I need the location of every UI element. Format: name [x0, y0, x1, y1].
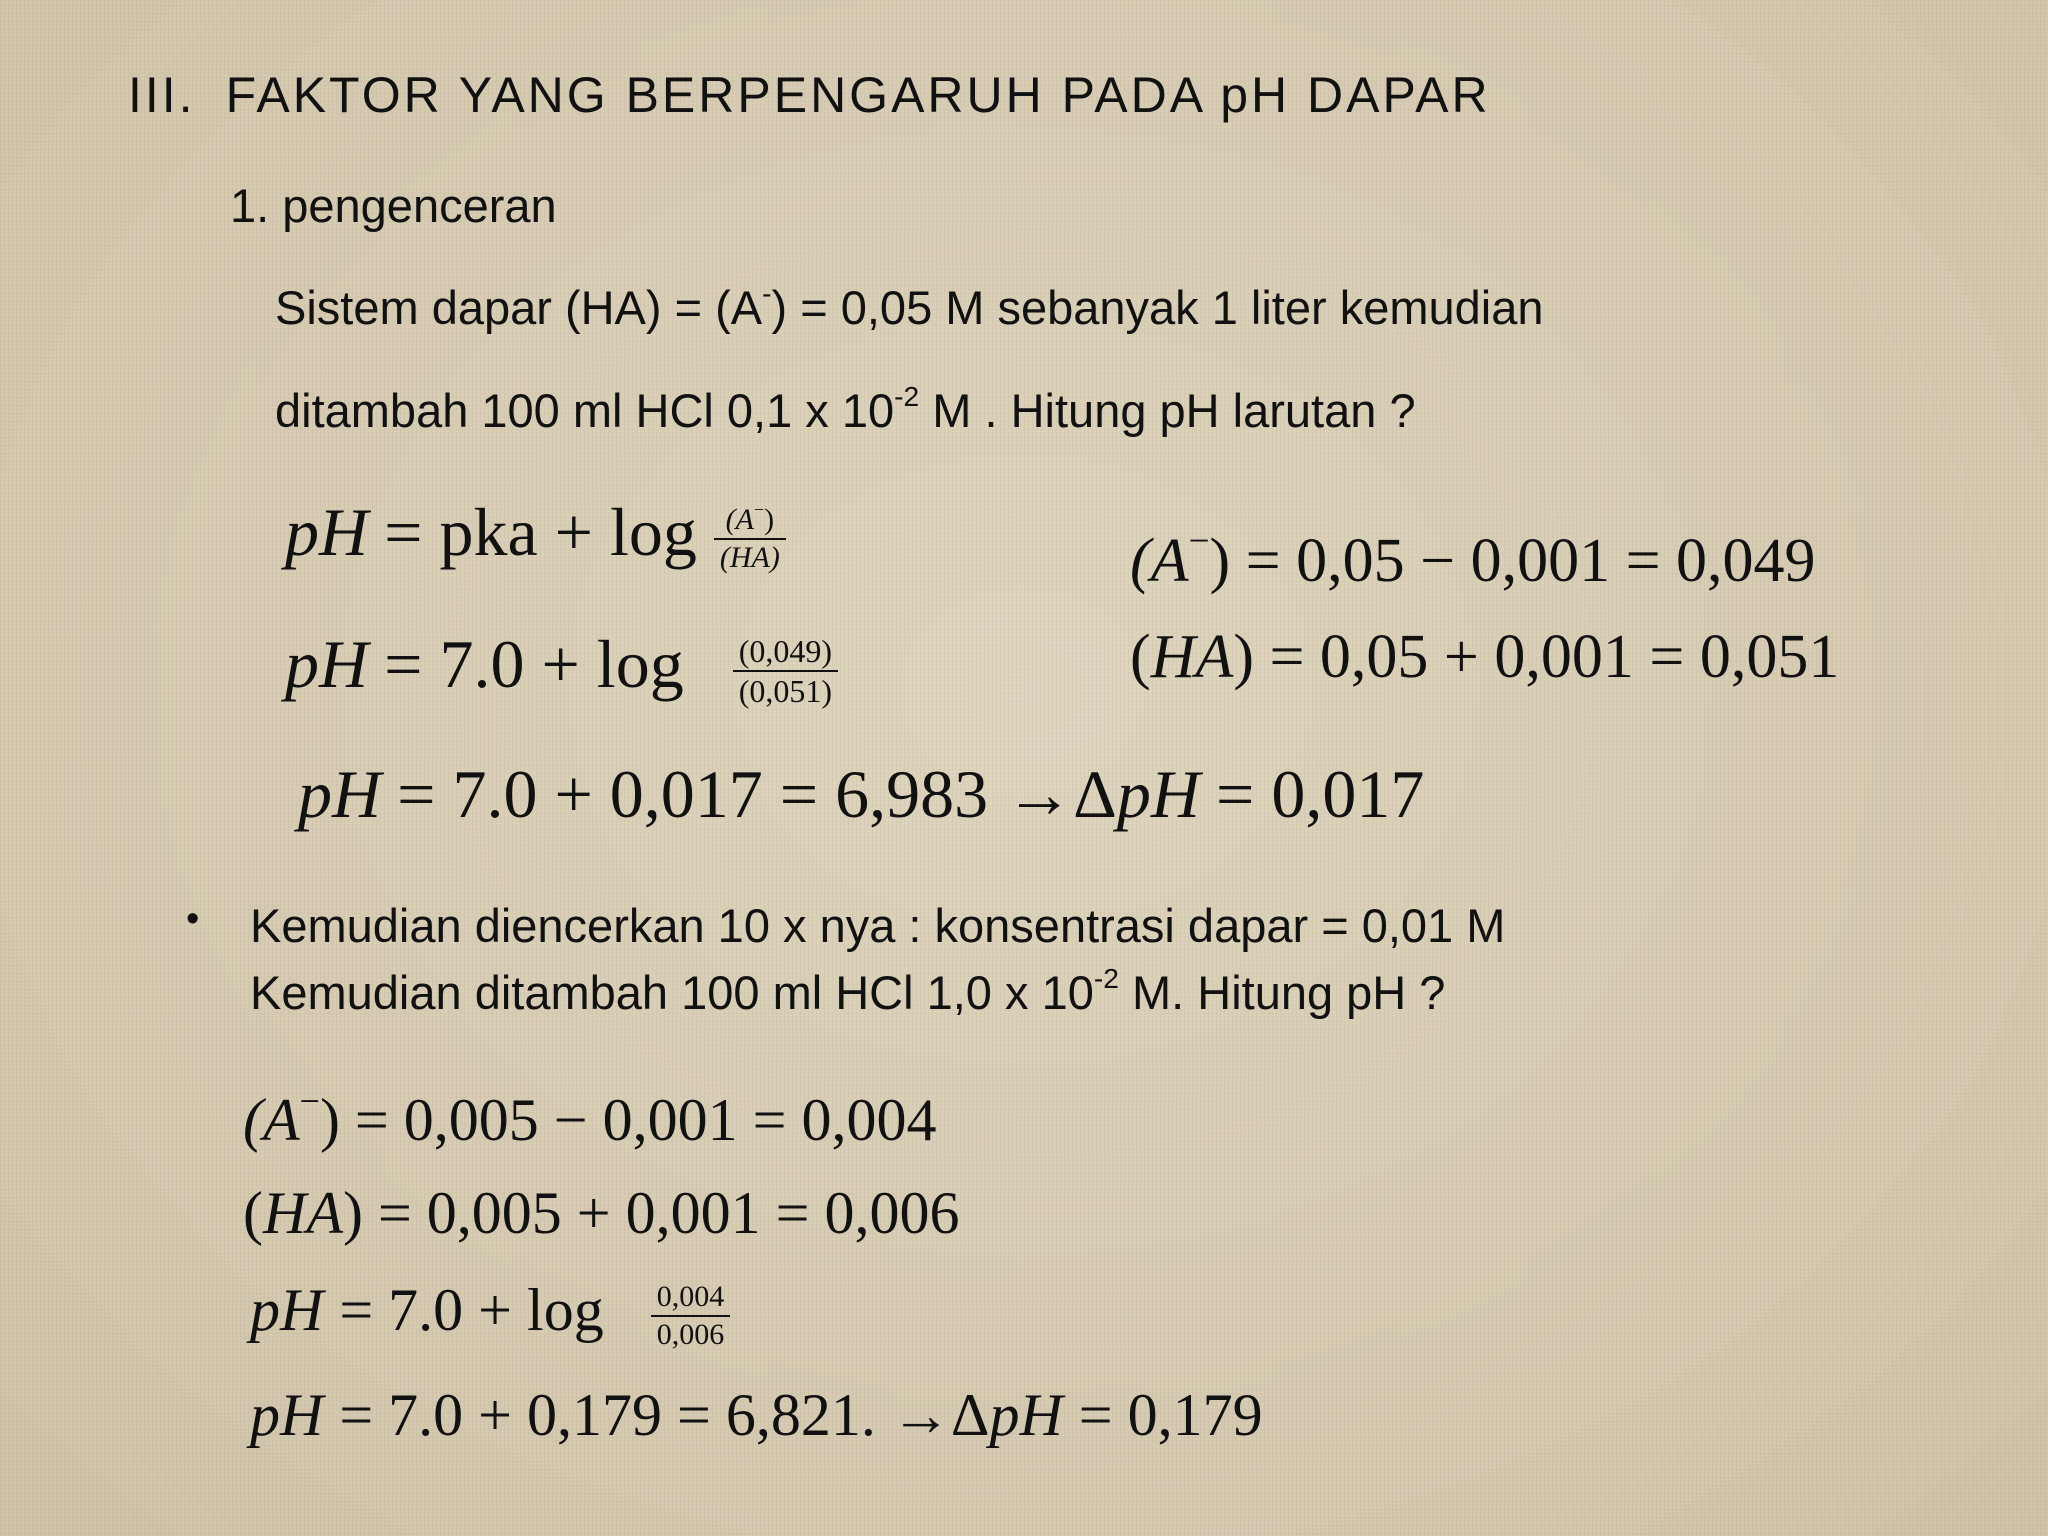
eq4-b: ) = 0,005 − 0,001 = 0,004	[319, 1087, 937, 1153]
eq1-rhs: = pka + log	[384, 494, 697, 570]
equation-result-2	[250, 1382, 1263, 1448]
eq6-numerator: 0,004	[651, 1282, 731, 1317]
eq6-lhs: pH	[250, 1277, 324, 1343]
eq5-ha: HA	[262, 1180, 343, 1246]
problem-line-1-text-a: Sistem dapar (HA) = (A	[275, 281, 763, 334]
eq3-rhs: = 7.0 + 0,017 = 6,983 →Δ	[397, 756, 1117, 832]
eq1-numerator-close: )	[764, 503, 775, 537]
eq1-numerator-sup: −	[753, 499, 765, 520]
equation-a-minus-2	[243, 1081, 937, 1153]
bullet-icon: •	[186, 898, 200, 940]
eq4-sup: −	[299, 1081, 320, 1121]
problem-line-2-text-a: ditambah 100 ml HCl 0,1 x 10	[275, 384, 895, 437]
eq7-lhs: pH	[250, 1382, 324, 1448]
equation-ha-2	[243, 1180, 960, 1246]
equation-ha-1	[1130, 623, 1840, 691]
eq2-lhs: pH	[285, 626, 369, 702]
eq1-numerator: (A	[725, 503, 754, 537]
eq5-b: ) = 0,005 + 0,001 = 0,006	[342, 1180, 960, 1246]
eq1-right-b: ) = 0,05 − 0,001 = 0,049	[1209, 527, 1816, 595]
eq2-numerator: (0,049)	[733, 635, 838, 672]
problem-line-1-text-b: ) = 0,05 M sebanyak 1 liter kemudian	[771, 281, 1544, 334]
eq3-delta-ph: pH	[1116, 756, 1200, 832]
problem-line-1-sup: -	[762, 276, 772, 309]
equation-result-1	[298, 756, 1425, 832]
bullet-line-2-text-b: M. Hitung pH ?	[1118, 966, 1446, 1019]
bullet-line-1: Kemudian diencerkan 10 x nya : konsentrasi dapar = 0,01 M	[250, 899, 1506, 952]
equation-a-minus-1	[1130, 521, 1816, 595]
bullet-line-2	[250, 961, 1446, 1020]
problem-line-2-text-b: M . Hitung pH larutan ?	[919, 384, 1416, 437]
eq2-rhs: = 7.0 + log	[384, 626, 684, 702]
eq6-denominator: 0,006	[656, 1318, 725, 1352]
eq5-a: (	[243, 1180, 263, 1246]
eq2-right-a: (	[1130, 623, 1151, 691]
eq7-tail: = 0,179	[1078, 1382, 1263, 1448]
equation-ph-log-2	[250, 1277, 730, 1352]
section-heading: 1. pengenceran	[230, 179, 557, 232]
eq1-right-a: (A	[1130, 527, 1189, 595]
problem-line-1	[275, 276, 1544, 335]
eq2-right-b: ) = 0,05 + 0,001 = 0,051	[1233, 623, 1840, 691]
eq1-lhs: pH	[285, 494, 369, 570]
problem-line-2	[275, 379, 1416, 438]
eq6-rhs: = 7.0 + log	[339, 1277, 604, 1343]
bullet-line-2-sup: -2	[1093, 961, 1119, 994]
eq6-fraction	[651, 1282, 731, 1350]
eq4-a: (A	[243, 1087, 300, 1153]
eq2-right-ha: HA	[1150, 623, 1234, 691]
eq3-tail: = 0,017	[1216, 756, 1425, 832]
equation-henderson	[285, 494, 786, 575]
eq7-delta-ph: pH	[989, 1382, 1063, 1448]
eq1-right-sup: −	[1188, 521, 1210, 563]
eq7-rhs: = 7.0 + 0,179 = 6,821. →Δ	[339, 1382, 990, 1448]
title-text: FAKTOR YANG BERPENGARUH PADA pH DAPAR	[225, 67, 1491, 123]
equation-ph-log-1	[285, 626, 838, 710]
eq2-fraction	[733, 633, 838, 710]
eq2-denominator: (0,051)	[738, 673, 833, 710]
title-number: III.	[128, 67, 196, 123]
eq3-lhs: pH	[298, 756, 382, 832]
eq1-fraction	[714, 499, 786, 575]
bullet-line-2-text-a: Kemudian ditambah 100 ml HCl 1,0 x 10	[250, 966, 1094, 1019]
slide-title	[128, 66, 1491, 124]
eq1-denominator: (HA)	[719, 541, 780, 575]
problem-line-2-sup: -2	[894, 379, 920, 412]
